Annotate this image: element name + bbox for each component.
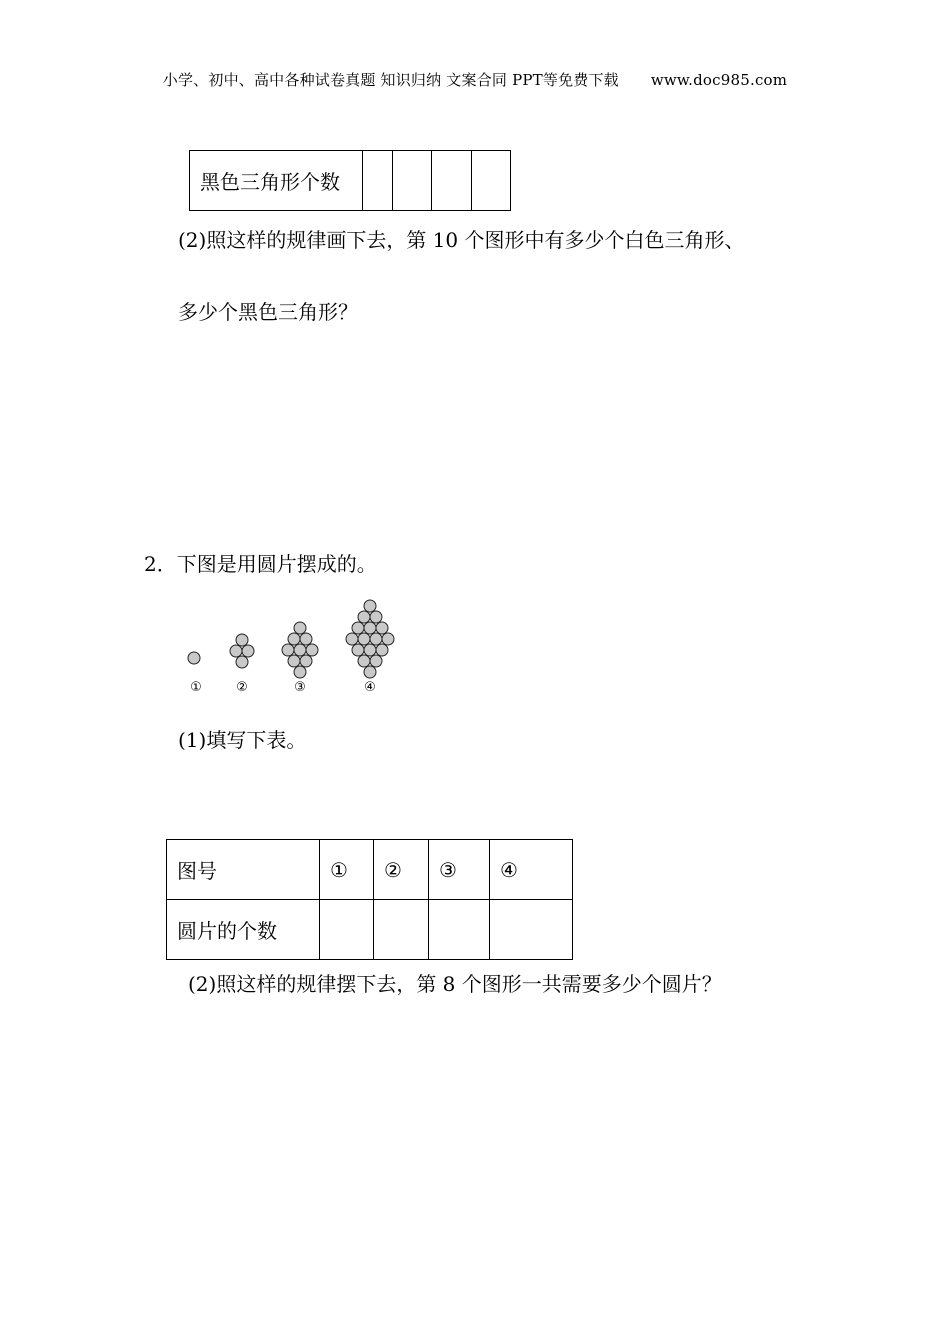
q2-col-1: ① (320, 840, 374, 900)
q2-answer-cell-4[interactable] (490, 900, 573, 960)
q2-col-4: ④ (490, 840, 573, 900)
q1-cell-4[interactable] (472, 151, 511, 211)
figure-3 (282, 622, 318, 678)
q2-part2: (2)照这样的规律摆下去，第 8 个图形一共需要多少个圆片？ (188, 972, 722, 996)
figure-label-1: ① (190, 680, 202, 695)
figure-label-2: ② (236, 680, 248, 695)
figure-1 (188, 652, 200, 664)
q2-answer-cell-1[interactable] (320, 900, 374, 960)
q1-cell-1[interactable] (363, 151, 393, 211)
q1-part2-line2: 多少个黑色三角形？ (178, 300, 358, 324)
q1-cell-2[interactable] (393, 151, 432, 211)
figure-4 (346, 600, 394, 678)
q2-table (166, 839, 573, 960)
q2-stem (144, 552, 377, 576)
q2-stem-text: 下图是用圆片摆成的。 (176, 552, 377, 576)
figure-2 (230, 634, 254, 668)
q2-header-label: 图号 (167, 840, 320, 900)
q2-col-2: ② (374, 840, 429, 900)
figure-label-3: ③ (294, 680, 306, 695)
header-text: 小学、初中、高中各种试卷真题 知识归纳 文案合同 PPT等免费下载 (162, 71, 619, 89)
q1-table (189, 150, 511, 211)
disc-figures (170, 590, 420, 680)
q2-answer-cell-3[interactable] (429, 900, 490, 960)
q1-row-label: 黑色三角形个数 (190, 151, 363, 211)
q2-row-label: 圆片的个数 (167, 900, 320, 960)
q2-number: 2． (144, 552, 177, 576)
q2-col-3: ③ (429, 840, 490, 900)
q1-cell-3[interactable] (432, 151, 472, 211)
figure-label-4: ④ (364, 680, 376, 695)
page-header (0, 69, 950, 90)
q2-answer-cell-2[interactable] (374, 900, 429, 960)
q1-part2-line1: (2)照这样的规律画下去，第 10 个图形中有多少个白色三角形、 (178, 228, 745, 252)
header-site: www.doc985.com (650, 71, 788, 89)
q2-part1: (1)填写下表。 (178, 728, 307, 752)
